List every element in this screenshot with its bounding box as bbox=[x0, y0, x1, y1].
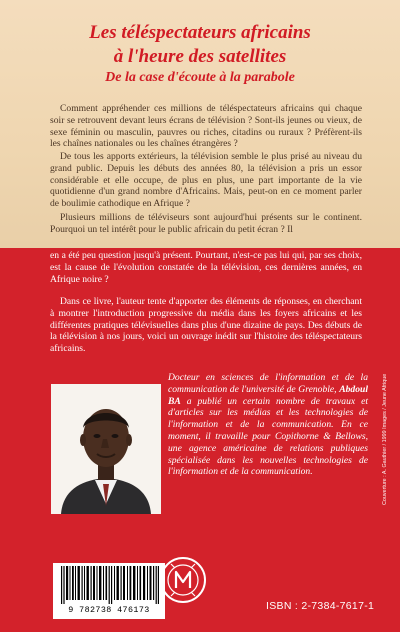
blurb-paragraph-3-top: Plusieurs millions de téléviseurs sont aujourd'hui présents sur le continent. Pourquoi un tel intérêt pour le public africain du petit écran ? Il bbox=[50, 212, 362, 235]
blurb-paragraph-4: Dans ce livre, l'auteur tente d'apporter des éléments de réponses, en cherchant à montrer l'introduction progressive du média dans les foyers africains et les différentes pratiques télévisuelles dans plus d'une dizaine de pays. Des débuts de la télévision à nos jours, voici un ouvrage inédit sur l'histoire des téléspectateurs africains. bbox=[50, 296, 362, 355]
blurb-paragraph-3-bottom: en a été peu question jusqu'à présent. Pourtant, n'est-ce pas lui qui, par ses choix, est la cause de l'évolution constatée de la télévision, ces dernières années, en Afrique noire ? bbox=[50, 250, 362, 285]
barcode-digits: 9 782738 476173 bbox=[68, 605, 150, 615]
blurb-paragraph-1: Comment appréhender ces millions de téléspectateurs africains qui chaque soir se retrouvent devant leurs écrans de télévision ? Sont-ils jeunes ou vieux, de sexe féminin ou masculin, pauvres ou riches, citadins ou ruraux ? Préfèrent-ils les chaînes nationales ou les chaînes étrangères ? bbox=[50, 103, 362, 150]
book-title-line-1: Les téléspectateurs africains bbox=[89, 22, 311, 43]
barcode-bars bbox=[61, 566, 159, 604]
cover-credit: Couverture : A. Gauthier / 1999 Images / Jeune Afrique bbox=[382, 373, 388, 505]
publisher-logo-icon bbox=[157, 554, 209, 606]
book-subtitle: De la case d'écoute à la parabole bbox=[105, 70, 295, 85]
author-bio-intro: Docteur en sciences de l'information et de la communication de l'université de Grenoble, bbox=[168, 372, 368, 395]
author-bio-text: a publié un certain nombre de travaux et d'articles sur les médias et les technologies de l'information et de la communication. En ce moment, il travaille pour Copithorne & Bellows, une agence américaine de relations publiques spécialisée dans les nouvelles technologies de l'information et de la communication. bbox=[168, 395, 369, 478]
isbn-number: ISBN : 2-7384-7617-1 bbox=[266, 600, 375, 612]
author-name: Abdoul BA bbox=[168, 383, 368, 407]
author-portrait bbox=[51, 384, 161, 514]
book-title-line-2: à l'heure des satellites bbox=[113, 46, 287, 67]
author-biography bbox=[168, 372, 368, 478]
barcode bbox=[53, 563, 165, 619]
blurb-paragraph-2: De tous les apports extérieurs, la télévision semble le plus prisé au niveau du grand public. Depuis les débuts des années 80, la télévision a pris un essor considérable et elle occupe, de plus en plus, une part importante de la vie quotidienne d'un grand nombre d'Africains. Mais, peut-on en ce moment parler de boulimie cathodique en Afrique ? bbox=[50, 151, 362, 210]
author-portrait-drawing bbox=[51, 384, 161, 514]
